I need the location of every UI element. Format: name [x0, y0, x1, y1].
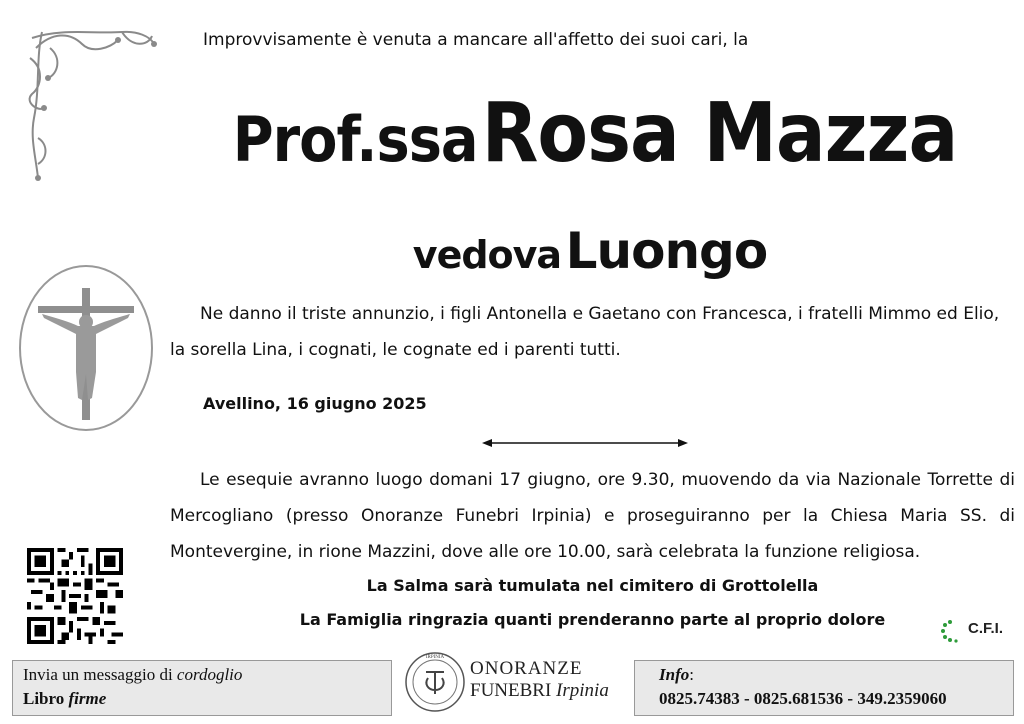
- widow-prefix: vedova: [412, 233, 562, 277]
- brand-name: [470, 658, 609, 702]
- brand-line1: ONORANZE: [470, 658, 583, 679]
- announcement-text: Ne danno il triste annunzio, i figli Antonella e Gaetano con Francesca, i fratelli Mimmo ed Elio, la sorella Lina, i cognati, le cognate ed i parenti tutti.: [170, 304, 1000, 360]
- info-label: Info: [659, 665, 690, 684]
- condolence-prefix: Invia un messaggio di: [23, 665, 177, 684]
- info-heading: [659, 665, 694, 685]
- deceased-full-name: Rosa Mazza: [481, 86, 958, 181]
- cfi-label: C.F.I.: [968, 620, 1004, 637]
- double-arrow-icon: [482, 438, 688, 448]
- monogram-seal-icon: [404, 650, 466, 714]
- phone-numbers[interactable]: 0825.74383 - 0825.681536 - 349.2359060: [659, 689, 947, 708]
- brand-irpinia: Irpinia: [556, 680, 609, 701]
- condolence-link[interactable]: [23, 665, 242, 685]
- condolence-box[interactable]: [12, 660, 392, 716]
- intro-text: Improvvisamente è venuta a mancare all'affetto dei suoi cari, la: [203, 30, 749, 50]
- place-date: Avellino, 16 giugno 2025: [203, 394, 427, 413]
- condolence-word: cordoglio: [176, 665, 243, 684]
- crucifix-icon: [16, 262, 156, 434]
- deceased-title: Prof.ssa: [232, 103, 478, 176]
- guestbook-word: firme: [68, 689, 107, 708]
- seal-top-text: IRPINIA: [425, 655, 445, 660]
- qr-code-icon[interactable]: [26, 548, 124, 644]
- brand-line2: [470, 680, 609, 702]
- guestbook-prefix: Libro: [23, 689, 69, 708]
- funeral-text: Le esequie avranno luogo domani 17 giugno, ore 9.30, muovendo da via Nazionale Torrette di Mercogliano (presso Onoranze Funebri Irpinia) e proseguiranno per la Chiesa Maria SS. di Montevergine, in rione Mazzini, dove alle ore 10.00, sarà celebrata la funzione religiosa.: [170, 470, 1015, 562]
- burial-note: La Salma sarà tumulata nel cimitero di Grottolella: [366, 576, 819, 595]
- thanks-note: La Famiglia ringrazia quanti prenderanno parte al proprio dolore: [299, 610, 886, 629]
- widow-surname: Luongo: [565, 222, 768, 280]
- info-box: [634, 660, 1014, 716]
- info-colon: :: [689, 665, 694, 684]
- brand-funebri: FUNEBRI: [470, 680, 557, 701]
- deceased-name: [0, 86, 1024, 181]
- guestbook-link[interactable]: [23, 689, 106, 709]
